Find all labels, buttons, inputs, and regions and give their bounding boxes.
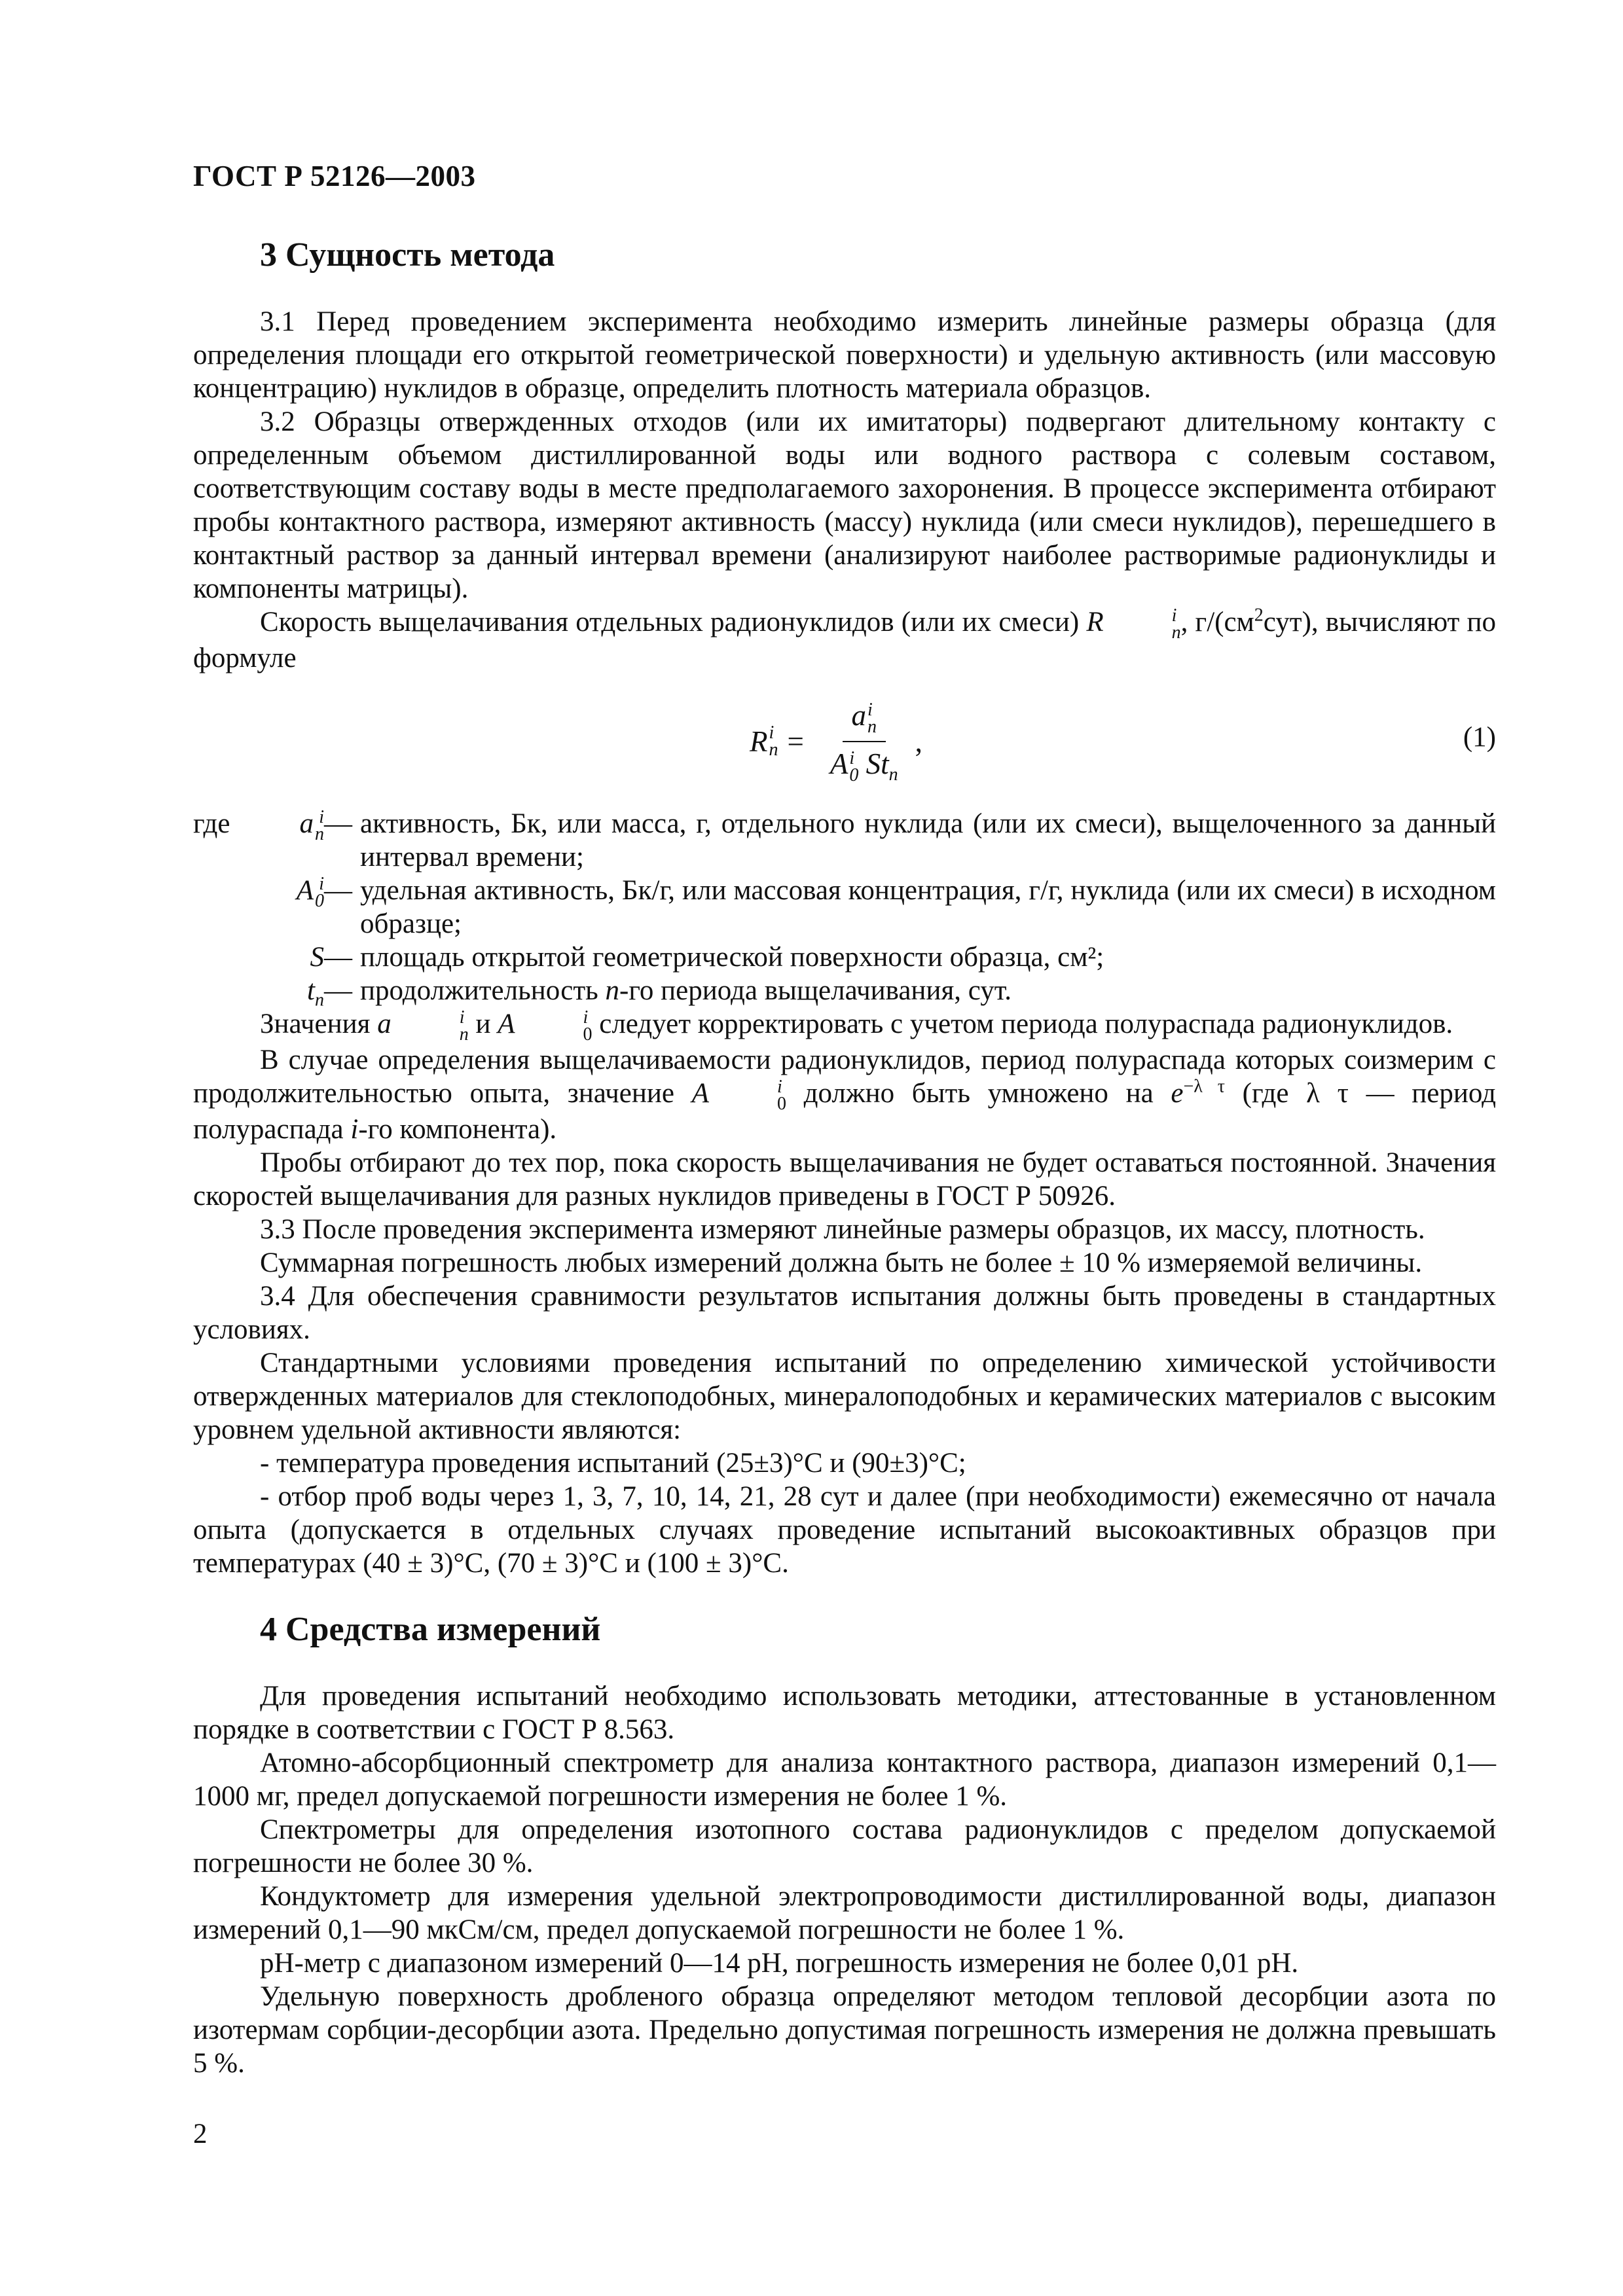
symbol-A0: A i 0 (296, 874, 324, 912)
paragraph-standard-conditions: Стандартными условиями проведения испытаний по определению химической устойчивости отвержденных материалов для стеклоподобных, минералоподобных и керамических материалов с высоким уровнем удельной активности являются: (193, 1348, 1496, 1446)
paragraph-correction: Значения a i n и A i 0 следует корректировать с учетом периода полураспада радионуклидов. (260, 1007, 1453, 1045)
section-3-title: 3 Сущность метода (260, 236, 555, 274)
page-number: 2 (193, 2119, 208, 2149)
definition-row: $t_n$ — продолжительность n-го периода выщелачивания, сут. (193, 974, 1496, 1007)
definition-row: где a i n — активность, Бк, или масса, г, отдельного нуклида (или их смеси), выщелоченного за данный интервал времени; (193, 807, 1496, 873)
symbol-a: a i n (299, 807, 324, 845)
paragraph-4-ph-meter: рН-метр с диапазоном измерений 0—14 рН, погрешность измерения не более 0,01 рН. (260, 1948, 1299, 1979)
paragraph-3-3: 3.3 После проведения эксперимента измеряют линейные размеры образцов, их массу, плотность. (260, 1214, 1425, 1246)
formula-1 (193, 683, 1496, 800)
section-4-title: 4 Средства измерений (260, 1611, 601, 1649)
definition-text: площадь открытой геометрической поверхности образца, см²; (360, 942, 1104, 973)
paragraph-4-spectrometer: Атомно-абсорбционный спектрометр для анализа контактного раствора, диапазон измерений 0,1—1000 мг, предел допускаемой погрешности измерения не более 1 %. (193, 1748, 1496, 1812)
leach-rate-formula: R i n = a i n A i 0 $St_n$ , (750, 699, 922, 785)
paragraph-3-4: 3.4 Для обеспечения сравнимости результатов испытания должны быть проведены в стандартных условиях. (193, 1281, 1496, 1346)
paragraph-half-life: В случае определения выщелачиваемости радионуклидов, период полураспада которых соизмерим с продолжительностью опыта, значение A i 0 должно быть умножено на $e^{-\lambda \tau}$ (где λ τ — период полураспада i-го компонента). (193, 1045, 1497, 1145)
symbol-S: S (310, 942, 324, 973)
definition-row: S — площадь открытой геометрической поверхности образца, см²; (193, 941, 1496, 974)
definition-text: продолжительность n-го периода выщелачивания, сут. (360, 975, 1012, 1007)
definition-row: A i 0 — удельная активность, Бк/г, или массовая концентрация, г/г, нуклида (или их смеси) в исходном образце; (193, 874, 1496, 941)
page-body (193, 236, 1496, 2080)
definition-text: удельная активность, Бк/г, или массовая концентрация, г/г, нуклида (или их смеси) в исходном образце; (360, 875, 1496, 940)
paragraph-sampling: Пробы отбирают до тех пор, пока скорость выщелачивания не будет оставаться постоянной. Значения скоростей выщелачивания для разных нуклидов приведены в ГОСТ Р 50926. (193, 1147, 1496, 1212)
document-header: ГОСТ Р 52126—2003 (193, 160, 476, 192)
where-label: где (193, 808, 230, 840)
paragraph-leach-rate: Скорость выщелачивания отдельных радионуклидов (или их смеси) R i n , $г/(см^2сут)$, вычисляют по формуле (193, 605, 1496, 674)
symbol-definitions (193, 807, 1496, 1011)
list-item-temperature: - температура проведения испытаний (25±3)°С и (90±3)°С; (260, 1448, 966, 1479)
symbol-tn: $t_n$ (307, 975, 324, 1011)
paragraph-3-2: 3.2 Образцы отвержденных отходов (или их имитаторы) подвергают длительному контакту с определенным объемом дистиллированной воды или водного раствора с солевым составом, соответствующим составу воды в месте предполагаемого захоронения. В процессе эксперимента отбирают пробы контактного раствора, измеряют активность (массу) нуклида (или смеси нуклидов), перешедшего в контактный раствор за данный интервал времени (анализируют наиболее растворимые радионуклиды и компоненты матрицы). (193, 406, 1496, 604)
paragraph-4-conductometer: Кондуктометр для измерения удельной электропроводимости дистиллированной воды, диапазон измерений 0,1—90 мкСм/см, предел допускаемой погрешности не более 1 %. (193, 1881, 1496, 1946)
paragraph-4-surface: Удельную поверхность дробленого образца определяют методом тепловой десорбции азота по изотермам сорбции-десорбции азота. Предельно допустимая погрешность измерения не должна превышать 5 %. (193, 1981, 1496, 2079)
list-item-sampling-schedule: - отбор проб воды через 1, 3, 7, 10, 14, 21, 28 сут и далее (при необходимости) ежемесячно от начала опыта (допускается в отдельных случаях проведение испытаний высокоактивных образцов при температурах (40 ± 3)°С, (70 ± 3)°С и (100 ± 3)°С. (193, 1481, 1496, 1579)
paragraph-4-isotope-spectrometers: Спектрометры для определения изотопного состава радионуклидов с пределом допускаемой погрешности не более 30 %. (193, 1814, 1496, 1879)
definition-text: активность, Бк, или масса, г, отдельного нуклида (или их смеси), выщелоченного за данный интервал времени; (360, 808, 1496, 873)
formula-number: (1) (1463, 722, 1496, 753)
paragraph-error: Суммарная погрешность любых измерений должна быть не более ± 10 % измеряемой величины. (260, 1247, 1423, 1279)
paragraph-4-methods: Для проведения испытаний необходимо использовать методики, аттестованные в установленном порядке в соответствии с ГОСТ Р 8.563. (193, 1681, 1496, 1746)
paragraph-3-1: 3.1 Перед проведением эксперимента необходимо измерить линейные размеры образца (для определения площади его открытой геометрической поверхности) и удельную активность (или массовую концентрацию) нуклидов в образце, определить плотность материала образцов. (193, 306, 1496, 404)
